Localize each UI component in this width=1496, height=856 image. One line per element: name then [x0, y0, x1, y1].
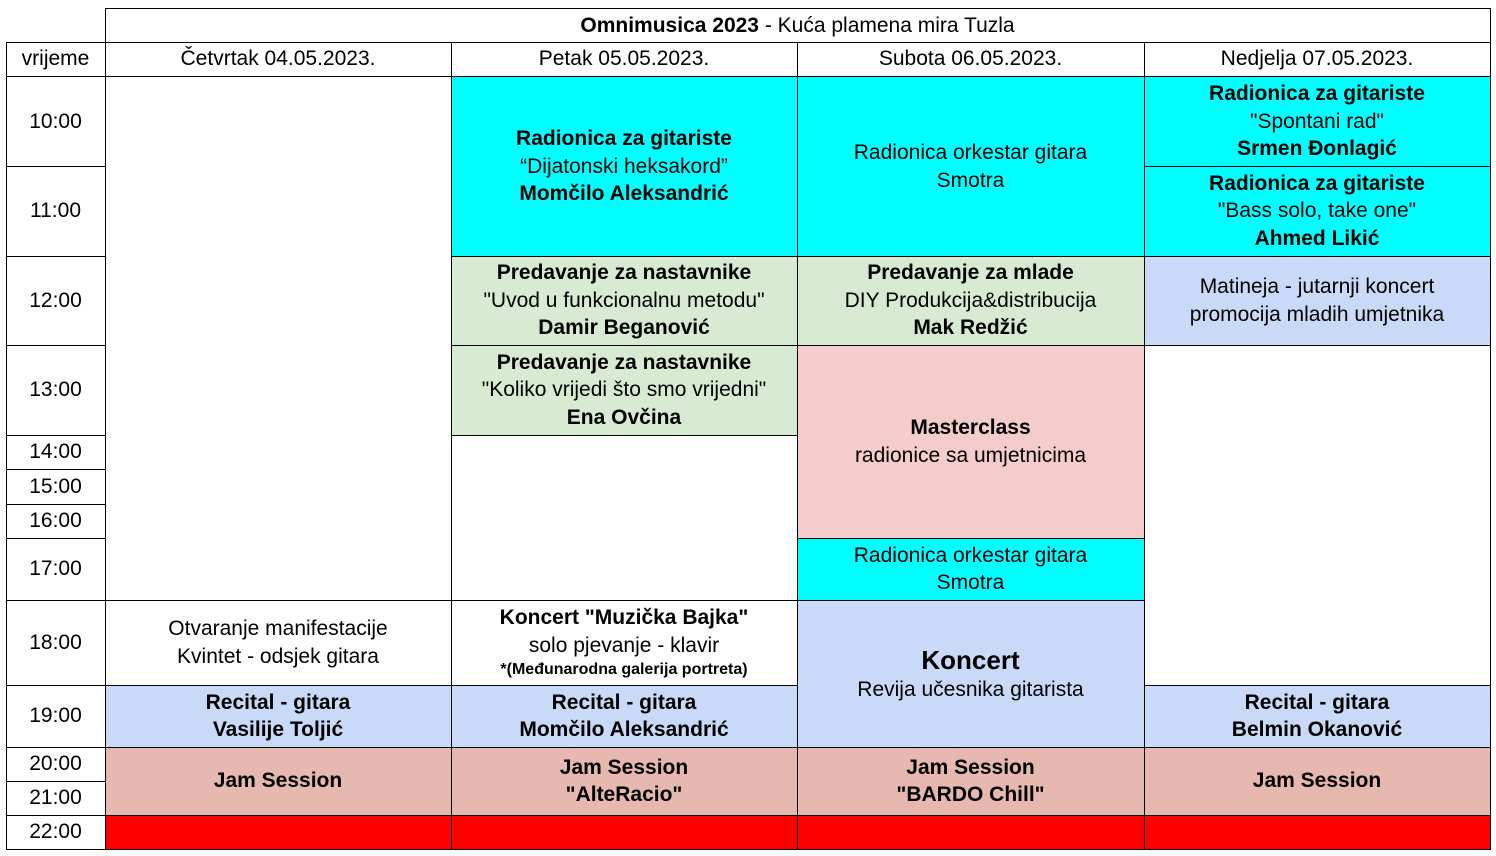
event-subtitle: Smotra — [936, 168, 1005, 192]
event-title: Recital - gitara — [551, 690, 697, 714]
event-title: Radionica za gitariste — [1209, 82, 1425, 106]
grid-line — [6, 538, 106, 539]
event-title: Predavanje za mlade — [867, 261, 1074, 285]
friday-recital-event — [451, 685, 797, 747]
event-subtitle: radionice sa umjetnicima — [854, 443, 1087, 467]
title-rest: - Kuća plamena mira Tuzla — [758, 13, 1015, 37]
grid-line — [105, 8, 1491, 9]
saturday-jam-session — [797, 747, 1144, 815]
sunday-jam-session — [1144, 747, 1490, 815]
grid-line — [451, 600, 798, 601]
event-subtitle: "Koliko vrijedi što smo vrijedni" — [481, 378, 767, 402]
grid-line — [105, 815, 452, 816]
grid-line — [797, 747, 1145, 748]
event-title: Masterclass — [910, 416, 1031, 439]
grid-line — [797, 256, 1145, 257]
time-22: 22:00 — [29, 820, 82, 844]
grid-line — [1490, 8, 1491, 850]
event-title: Recital - gitara — [205, 690, 351, 714]
grid-line — [6, 42, 1491, 43]
grid-line — [1144, 166, 1491, 167]
grid-line — [6, 747, 106, 748]
friday-guitar-workshop — [451, 77, 797, 256]
thursday-closing-slot — [105, 815, 451, 849]
event-person: Ahmed Likić — [1254, 226, 1380, 250]
sunday-recital-event — [1144, 685, 1490, 747]
grid-line — [451, 747, 798, 748]
sunday-closing-slot — [1144, 815, 1490, 849]
day-header-sunday: Nedjelja 07.05.2023. — [1220, 47, 1414, 71]
grid-line — [6, 76, 1491, 77]
grid-line — [105, 747, 452, 748]
time-17: 17:00 — [29, 557, 82, 581]
saturday-closing-slot — [797, 815, 1144, 849]
event-title: Radionica za gitariste — [516, 127, 732, 151]
grid-line — [1144, 256, 1491, 257]
thursday-jam-session — [105, 747, 451, 815]
grid-line — [6, 504, 106, 505]
thursday-recital-event — [105, 685, 451, 747]
event-title: Radionica orkestar gitara — [853, 141, 1088, 164]
grid-line — [451, 345, 798, 346]
event-person: Belmin Okanović — [1231, 718, 1403, 741]
friday-jam-session — [451, 747, 797, 815]
event-person: Srmen Đonlagić — [1237, 137, 1397, 161]
grid-line — [1144, 685, 1491, 686]
time-19: 19:00 — [29, 704, 82, 728]
grid-line — [6, 685, 106, 686]
day-header-saturday: Subota 06.05.2023. — [878, 47, 1063, 71]
thursday-opening-event — [105, 600, 451, 685]
grid-line — [797, 600, 1145, 601]
grid-line — [6, 435, 106, 436]
day-header-friday: Petak 05.05.2023. — [538, 47, 710, 71]
time-13: 13:00 — [29, 378, 82, 402]
event-subtitle: DIY Produkcija&distribucija — [844, 288, 1097, 312]
event-subtitle: Smotra — [936, 571, 1005, 594]
time-14: 14:00 — [29, 440, 82, 464]
event-venue-note: *(Međunarodna galerija portreta) — [500, 661, 748, 678]
grid-line — [1144, 42, 1145, 850]
saturday-youth-lecture — [797, 256, 1144, 345]
event-title: Radionica za gitariste — [1209, 171, 1425, 195]
sunday-guitar-workshop-1 — [1144, 77, 1490, 166]
event-person: Vasilije Toljić — [212, 718, 344, 741]
saturday-orchestra-workshop-2 — [797, 538, 1144, 600]
grid-line — [1144, 815, 1491, 816]
grid-line — [6, 781, 106, 782]
time-16: 16:00 — [29, 509, 82, 533]
time-15: 15:00 — [29, 474, 82, 498]
event-person: Momčilo Aleksandrić — [519, 718, 729, 741]
event-line: Otvaranje manifestacije — [168, 617, 388, 640]
event-title: Jam Session — [906, 755, 1035, 779]
event-person: Damir Beganović — [538, 316, 710, 340]
grid-line — [1144, 747, 1491, 748]
grid-line — [6, 600, 106, 601]
grid-line — [797, 42, 798, 850]
grid-line — [105, 600, 452, 601]
grid-line — [451, 815, 798, 816]
event-subtitle: promocija mladih umjetnika — [1189, 302, 1445, 326]
saturday-orchestra-workshop-1 — [797, 77, 1144, 256]
time-20: 20:00 — [29, 752, 82, 776]
event-subtitle: "Bass solo, take one" — [1217, 199, 1417, 223]
event-band: "AlteRacio" — [565, 783, 683, 806]
grid-line — [451, 685, 798, 686]
grid-line — [6, 469, 106, 470]
grid-line — [6, 345, 106, 346]
grid-line — [797, 815, 1145, 816]
event-person: Ena Ovčina — [566, 405, 682, 429]
saturday-concert — [797, 600, 1144, 747]
grid-line — [1144, 345, 1491, 346]
event-title: Radionica orkestar gitara — [853, 543, 1088, 567]
event-title: Jam Session — [1252, 769, 1382, 793]
time-column-header: vrijeme — [21, 47, 90, 71]
event-title: Matineja - jutarnji koncert — [1199, 275, 1435, 298]
event-title: Koncert — [921, 644, 1020, 675]
event-subtitle: "Spontani rad" — [1250, 109, 1384, 133]
event-subtitle: “Dijatonski heksakord” — [520, 154, 728, 178]
event-title: Predavanje za nastavnike — [496, 350, 752, 374]
time-12: 12:00 — [29, 288, 82, 312]
friday-teacher-lecture-1 — [451, 256, 797, 345]
friday-closing-slot — [451, 815, 797, 849]
title-bold: Omnimusica 2023 — [580, 13, 759, 37]
time-10: 10:00 — [29, 109, 82, 133]
sunday-matinee — [1144, 256, 1490, 345]
grid-line — [797, 538, 1145, 539]
grid-line — [6, 815, 106, 816]
event-title: Koncert "Muzička Bajka" — [499, 606, 749, 629]
saturday-masterclass — [797, 345, 1144, 538]
event-person: Mak Redžić — [913, 316, 1028, 340]
grid-line — [6, 42, 7, 850]
grid-line — [451, 256, 798, 257]
grid-line — [451, 42, 452, 850]
event-subtitle: "Uvod u funkcionalnu metodu" — [483, 288, 765, 312]
grid-line — [797, 345, 1145, 346]
time-11: 11:00 — [30, 199, 81, 223]
grid-line — [451, 435, 798, 436]
event-person: Momčilo Aleksandrić — [519, 182, 729, 206]
sunday-guitar-workshop-2 — [1144, 166, 1490, 256]
event-title: Recital - gitara — [1244, 690, 1390, 714]
day-header-thursday: Četvrtak 04.05.2023. — [180, 47, 376, 71]
friday-teacher-lecture-2 — [451, 345, 797, 435]
grid-line — [105, 685, 452, 686]
grid-line — [6, 166, 106, 167]
event-title: Jam Session — [213, 769, 343, 793]
grid-line — [6, 256, 106, 257]
grid-line — [105, 8, 106, 850]
time-21: 21:00 — [29, 786, 82, 810]
event-band: "BARDO Chill" — [896, 783, 1045, 806]
event-subtitle: solo pjevanje - klavir — [528, 633, 720, 657]
event-line: Kvintet - odsjek gitara — [177, 644, 379, 668]
time-18: 18:00 — [29, 630, 82, 654]
event-subtitle: Revija učesnika gitarista — [857, 677, 1084, 701]
event-title: Jam Session — [559, 755, 689, 779]
friday-concert-event — [451, 600, 797, 685]
page-title — [105, 9, 1490, 42]
grid-line — [6, 849, 1491, 850]
event-title: Predavanje za nastavnike — [496, 261, 752, 285]
